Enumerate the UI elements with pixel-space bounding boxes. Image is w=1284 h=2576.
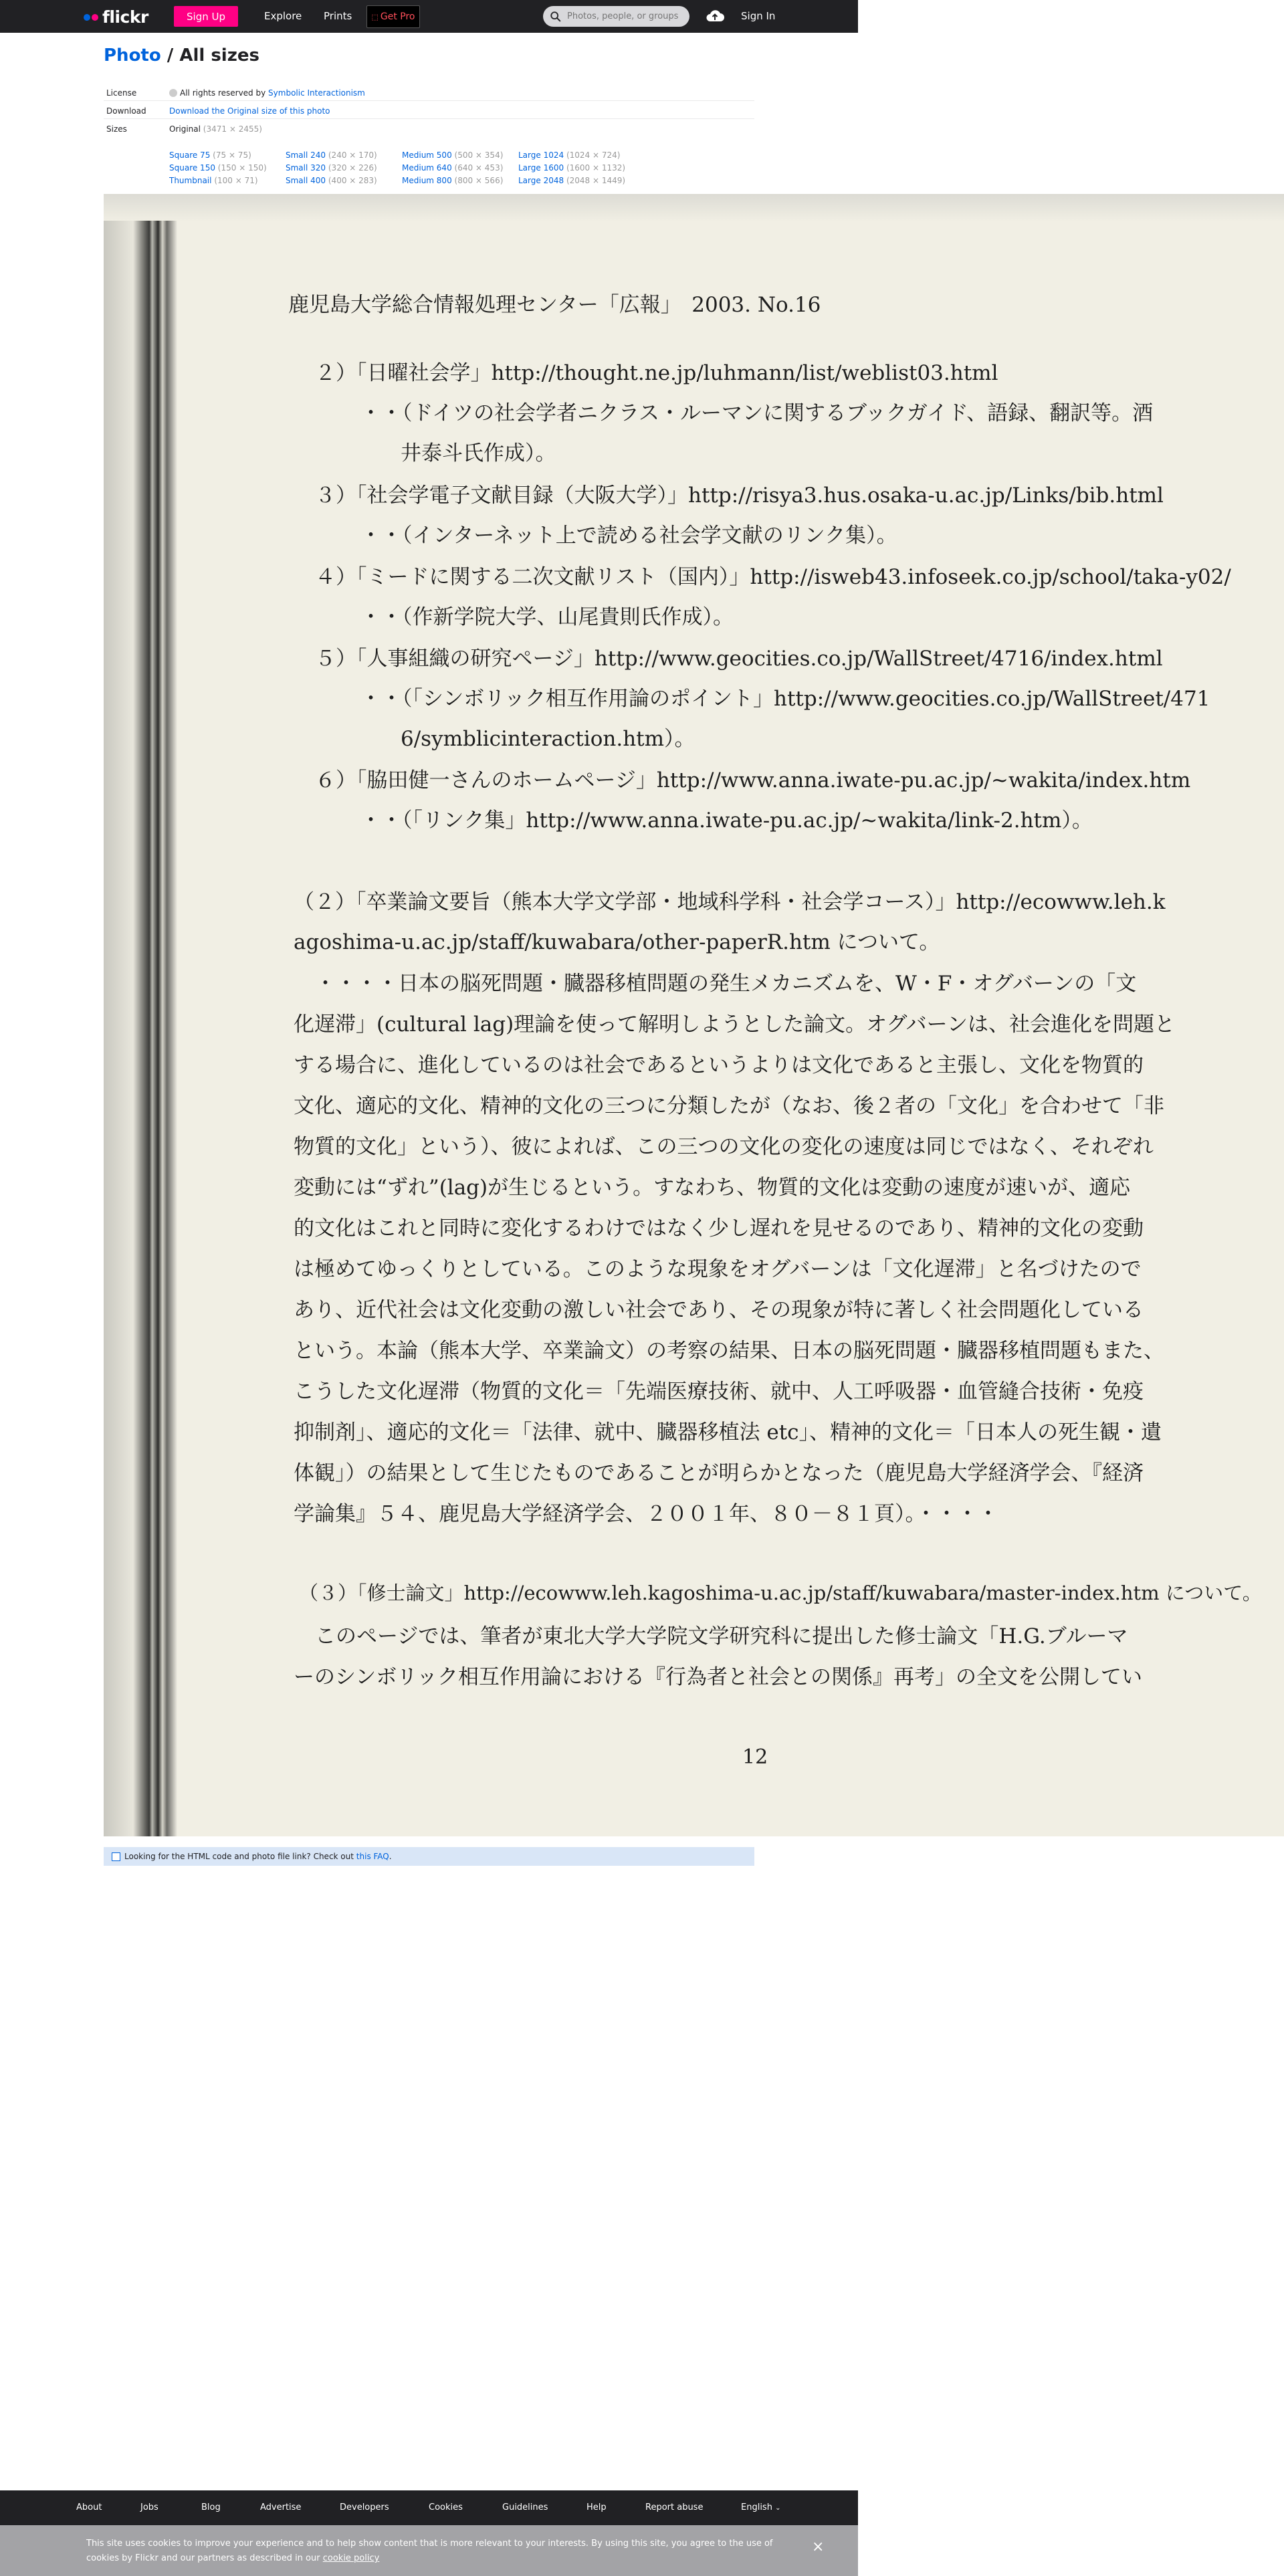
document-line: ーのシンボリック相互作用論における『行為者と社会との関係』再考」の全文を公開してい bbox=[294, 1665, 1142, 1689]
footer-developers-link[interactable]: Developers bbox=[340, 2502, 389, 2512]
original-dims: (3471 × 2455) bbox=[203, 124, 262, 134]
license-row bbox=[104, 83, 754, 101]
document-line: あり、近代社会は文化変動の激しい社会であり、その現象が特に著しく社会問題化している bbox=[294, 1298, 1144, 1322]
size-option[interactable]: Medium 800 (800 × 566) bbox=[402, 176, 504, 185]
document-line: という。本論（熊本大学、卒業論文）の考察の結果、日本の脳死問題・臓器移植問題もまた、 bbox=[294, 1339, 1164, 1363]
footer-report-abuse-link[interactable]: Report abuse bbox=[645, 2502, 704, 2512]
sizes-row bbox=[104, 119, 754, 136]
original-size bbox=[169, 124, 262, 134]
document-line: 物質的文化」という）、彼によれば、この三つの文化の変化の速度は同じではなく、それぞれ bbox=[294, 1135, 1154, 1159]
info-icon bbox=[112, 1852, 120, 1861]
close-icon[interactable]: × bbox=[812, 2539, 825, 2555]
breadcrumb-separator: / bbox=[160, 45, 180, 66]
size-option[interactable]: Small 240 (240 × 170) bbox=[286, 150, 377, 160]
size-option[interactable]: Small 400 (400 × 283) bbox=[286, 176, 377, 185]
sizes-label: Sizes bbox=[106, 124, 127, 134]
scanned-document-image bbox=[104, 194, 1284, 1836]
document-line: 6/symblicinteraction.htm）。 bbox=[401, 727, 696, 751]
logo-dot-blue-icon bbox=[84, 14, 90, 21]
document-line: ・・・・日本の脳死問題・臓器移植問題の発生メカニズムを、W・F・オグバーンの「文 bbox=[315, 972, 1137, 996]
document-heading: 鹿児島大学総合情報処理センター「広報」 2003. No.16 bbox=[288, 293, 821, 317]
document-line: 化遅滞」(cultural lag)理論を使って解明しようとした論文。オグバーンは、社会進化を問題と bbox=[294, 1012, 1176, 1037]
footer bbox=[0, 2490, 858, 2525]
document-line: ３）「社会学電子文献目録（大阪大学）」http://risya3.hus.osaka-u.ac.jp/Links/bib.html bbox=[315, 484, 1164, 508]
document-line: ・・（「シンボリック相互作用論のポイント」http://www.geocities.co.jp/WallStreet/471 bbox=[360, 687, 1210, 711]
size-option[interactable]: Large 1600 (1600 × 1132) bbox=[518, 163, 626, 173]
copyright-icon bbox=[169, 89, 177, 97]
document-line: （２）「卒業論文要旨（熊本大学文学部・地域科学科・社会学コース）」http://ecowww.leh.k bbox=[294, 890, 1166, 914]
document-line: ４）「ミードに関する二次文献リスト（国内）」http://isweb43.infoseek.co.jp/school/taka-y02/ bbox=[315, 565, 1231, 589]
license-text: All rights reserved by bbox=[180, 88, 266, 98]
download-row bbox=[104, 101, 754, 119]
get-pro-label: Get Pro bbox=[380, 11, 415, 22]
size-column bbox=[402, 149, 516, 187]
document-line: 的文化はこれと同時に変化するわけではなく少し遅れを見せるのであり、精神的文化の変動 bbox=[294, 1216, 1144, 1241]
document-page-number: 12 bbox=[742, 1745, 768, 1769]
language-label: English bbox=[741, 2502, 772, 2512]
license-value bbox=[169, 88, 365, 98]
page-title-text: All sizes bbox=[179, 45, 259, 66]
cookie-text: This site uses cookies to improve your experience and to help show content that is more relevant to your interests. By using this site, you agree to the use of cookies by Flickr and our partners as described in our bbox=[86, 2539, 773, 2563]
size-option[interactable]: Small 320 (320 × 226) bbox=[286, 163, 377, 173]
document-line: ・・（作新学院大学、山尾貴則氏作成）。 bbox=[360, 605, 734, 629]
cookie-policy-link[interactable]: cookie policy bbox=[322, 2553, 380, 2563]
size-column bbox=[518, 149, 632, 187]
document-line: 抑制剤」、適応的文化＝「法律、就中、臓器移植法 etc」、精神的文化＝「日本人の死生観・遺 bbox=[294, 1420, 1162, 1444]
original-label: Original bbox=[169, 124, 201, 134]
license-owner-link[interactable]: Symbolic Interactionism bbox=[268, 88, 365, 98]
license-label: License bbox=[106, 88, 137, 98]
logo-text: flickr bbox=[102, 7, 148, 27]
faq-end: . bbox=[389, 1852, 392, 1861]
size-column bbox=[286, 149, 399, 187]
faq-link[interactable]: this FAQ bbox=[356, 1852, 389, 1861]
document-line: ・・（インターネット上で読める社会学文献のリンク集）。 bbox=[360, 524, 897, 548]
document-line: ・・（「リンク集」http://www.anna.iwate-pu.ac.jp/~wakita/link-2.htm）。 bbox=[360, 809, 1093, 833]
size-column bbox=[169, 149, 283, 187]
logo-dot-pink-icon bbox=[92, 14, 98, 21]
footer-help-link[interactable]: Help bbox=[586, 2502, 607, 2512]
search-input[interactable] bbox=[566, 11, 682, 22]
footer-jobs-link[interactable]: Jobs bbox=[140, 2502, 158, 2512]
size-option[interactable]: Large 2048 (2048 × 1449) bbox=[518, 176, 626, 185]
search-icon bbox=[550, 11, 562, 23]
cookie-text-block bbox=[86, 2537, 782, 2566]
size-option[interactable]: Thumbnail (100 × 71) bbox=[169, 176, 258, 185]
size-option[interactable]: Medium 500 (500 × 354) bbox=[402, 150, 504, 160]
document-line: こうした文化遅滞（物質的文化＝「先端医療技術、就中、人工呼吸器・血管縫合技術・免疫 bbox=[294, 1380, 1144, 1404]
breadcrumb-photo-link[interactable]: Photo bbox=[104, 45, 161, 66]
document-line: agoshima-u.ac.jp/staff/kuwabara/other-paperR.htm について。 bbox=[294, 930, 940, 954]
faq-text: Looking for the HTML code and photo file link? Check out bbox=[124, 1852, 354, 1861]
signin-link[interactable]: Sign In bbox=[741, 10, 776, 22]
footer-language-select[interactable] bbox=[741, 2502, 780, 2512]
download-label: Download bbox=[106, 106, 146, 116]
footer-blog-link[interactable]: Blog bbox=[201, 2502, 221, 2512]
document-line: 体観」）の結果として生じたものであることが明らかとなった（鹿児島大学経済学会、『経済 bbox=[294, 1461, 1144, 1485]
document-line: ６）「脇田健一さんのホームページ」http://www.anna.iwate-pu.ac.jp/~wakita/index.htm bbox=[315, 768, 1191, 792]
footer-advertise-link[interactable]: Advertise bbox=[260, 2502, 302, 2512]
size-option[interactable]: Medium 640 (640 × 453) bbox=[402, 163, 504, 173]
document-line: 文化、適応的文化、精神的文化の三つに分類したが（なお、後２者の「文化」を合わせて「非 bbox=[294, 1094, 1164, 1118]
upload-cloud-icon[interactable] bbox=[705, 7, 725, 25]
get-pro-icon: ⬚ bbox=[371, 12, 379, 21]
size-option[interactable]: Square 150 (150 × 150) bbox=[169, 163, 267, 173]
nav-prints-link[interactable]: Prints bbox=[324, 10, 352, 22]
get-pro-button[interactable] bbox=[366, 5, 420, 28]
faq-notice bbox=[104, 1847, 754, 1866]
cookie-banner bbox=[0, 2525, 858, 2576]
document-line: ２）「日曜社会学」http://thought.ne.jp/luhmann/list/weblist03.html bbox=[315, 361, 998, 385]
top-navbar bbox=[0, 0, 858, 33]
search-box[interactable] bbox=[543, 6, 689, 27]
document-line: （３）「修士論文」http://ecowww.leh.kagoshima-u.ac.jp/staff/kuwabara/master-index.htm について。 bbox=[299, 1582, 1262, 1604]
size-option[interactable]: Square 75 (75 × 75) bbox=[169, 150, 251, 160]
document-line: は極めてゆっくりとしている。このような現象をオグバーンは「文化遅滞」と名づけたので bbox=[294, 1257, 1142, 1281]
document-line: ・・（ドイツの社会学者ニクラス・ルーマンに関するブックガイド、語録、翻訳等。酒 bbox=[360, 401, 1154, 425]
document-line: このページでは、筆者が東北大学大学院文学研究科に提出した修士論文「H.G.ブルーマ bbox=[315, 1624, 1128, 1648]
document-line: する場合に、進化しているのは社会であるというよりは文化であると主張し、文化を物質的 bbox=[294, 1053, 1144, 1077]
download-original-link[interactable]: Download the Original size of this photo bbox=[169, 106, 330, 116]
signup-button[interactable]: Sign Up bbox=[174, 6, 238, 27]
page-title bbox=[104, 45, 259, 66]
document-line: ５）「人事組織の研究ページ」http://www.geocities.co.jp/WallStreet/4716/index.html bbox=[315, 647, 1163, 671]
document-line: 学論集』５４、鹿児島大学経済学会、２００１年、８０－８１頁）。・・・・ bbox=[294, 1502, 998, 1526]
footer-about-link[interactable]: About bbox=[76, 2502, 102, 2512]
chevron-down-icon: ⌄ bbox=[775, 2504, 781, 2512]
document-line: 変動には“ずれ”(lag)が生じるという。すなわち、物質的文化は変動の速度が速いが、適応 bbox=[294, 1176, 1131, 1200]
flickr-logo[interactable] bbox=[84, 7, 148, 27]
document-binding-edge bbox=[104, 221, 177, 1836]
document-line: 井泰斗氏作成）。 bbox=[401, 441, 556, 465]
footer-guidelines-link[interactable]: Guidelines bbox=[502, 2502, 548, 2512]
size-option[interactable]: Large 1024 (1024 × 724) bbox=[518, 150, 621, 160]
nav-explore-link[interactable]: Explore bbox=[264, 10, 302, 22]
document-shadow bbox=[104, 194, 1284, 222]
footer-cookies-link[interactable]: Cookies bbox=[429, 2502, 463, 2512]
